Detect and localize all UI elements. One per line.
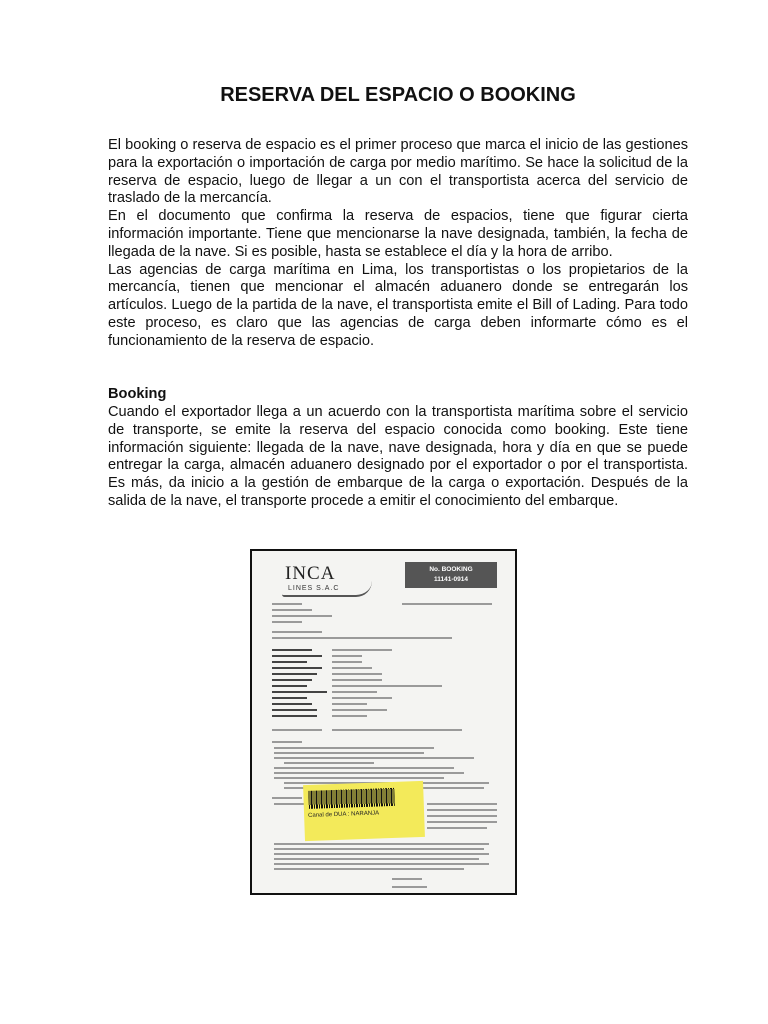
paragraph: En el documento que confirma la reserva de espacios, tiene que figurar cierta información importante. Tiene que mencionarse la nave designada, también, la fecha de llegada de la nave. Si es posible, hasta se establece el día y la hora de arribo. (108, 208, 688, 260)
section-text (108, 404, 688, 511)
illegible-text-line (427, 821, 497, 823)
paragraph: Las agencias de carga marítima en Lima, los transportistas o los propietarios de la mercancía, tienen que mencionar el almacén aduanero donde se entregarán los artículos. Luego de la partida de la nave, el transportista emite el Bill of Lading. Para todo este proceso, es claro que las agencias de carga deben informarte cómo es el funcionamiento de la reserva de espacio. (108, 261, 688, 349)
illegible-text-line (272, 679, 312, 681)
section-heading: Booking (108, 386, 167, 402)
illegible-text-line (332, 667, 372, 669)
paragraph: Cuando el exportador llega a un acuerdo con la transportista marítima sobre el servicio de transporte, se emite la reserva del espacio conocida como booking. Este tiene información siguiente: llegada de la nave, nave designada, hora y día en que se puede entregar la carga, almacén aduanero designado por el exportador o por el transportista. Es más, da inicio a la gestión de embarque de la carga o exportación. Después de la salida de la nave, el transporte procede a emitir el conocimiento del embarque. (108, 404, 688, 509)
booking-number: 11141-0914 (434, 576, 468, 583)
illegible-text-line (427, 815, 497, 817)
illegible-text-line (272, 603, 302, 605)
illegible-text-line (274, 777, 444, 779)
illegible-text-line (274, 803, 304, 805)
illegible-text-line (274, 853, 489, 855)
illegible-text-line (274, 767, 454, 769)
illegible-text-line (272, 741, 302, 743)
illegible-text-line (427, 827, 487, 829)
illegible-text-line (332, 655, 362, 657)
illegible-text-line (332, 679, 382, 681)
illegible-text-line (272, 621, 302, 623)
illegible-text-line (332, 715, 367, 717)
illegible-text-line (274, 772, 464, 774)
illegible-text-line (402, 603, 492, 605)
illegible-text-line (272, 667, 322, 669)
illegible-text-line (332, 703, 367, 705)
booking-document-image (250, 549, 517, 895)
illegible-text-line (272, 685, 307, 687)
illegible-text-line (274, 863, 489, 865)
illegible-text-line (332, 709, 387, 711)
illegible-text-line (272, 661, 307, 663)
illegible-text-line (272, 715, 317, 717)
booking-label: No. BOOKING (429, 566, 473, 573)
illegible-text-line (272, 797, 302, 799)
paragraph: El booking o reserva de espacio es el primer proceso que marca el inicio de las gestiones para la exportación o importación de carga por medio marítimo. Se hace la solicitud de la reserva de espacio, luego de llegar a un con el transportista acerca del servicio de traslado de la mercancía. (108, 137, 688, 207)
illegible-text-line (274, 843, 489, 845)
illegible-text-line (272, 609, 312, 611)
illegible-text-line (272, 615, 332, 617)
barcode (308, 788, 395, 809)
illegible-text-line (272, 703, 312, 705)
illegible-text-line (332, 661, 362, 663)
illegible-text-line (272, 697, 307, 699)
sticker-text: Canal de DUA : NARANJA (308, 810, 380, 819)
intro-text (108, 137, 688, 351)
barcode-sticker (303, 781, 425, 841)
illegible-text-line (392, 886, 427, 888)
illegible-text-line (332, 673, 382, 675)
illegible-text-line (274, 858, 479, 860)
illegible-text-line (392, 878, 422, 880)
company-logo: INCA (285, 563, 336, 584)
illegible-text-line (272, 709, 317, 711)
illegible-text-line (332, 649, 392, 651)
illegible-text-line (332, 685, 442, 687)
page-title: RESERVA DEL ESPACIO O BOOKING (220, 84, 576, 106)
illegible-text-line (272, 631, 322, 633)
illegible-text-line (427, 803, 497, 805)
booking-number-box (405, 562, 497, 588)
illegible-text-line (332, 729, 462, 731)
illegible-text-line (332, 697, 392, 699)
illegible-text-line (332, 691, 377, 693)
illegible-text-line (284, 762, 374, 764)
company-logo-subtext: LINES S.A.C (288, 585, 340, 592)
illegible-text-line (272, 649, 312, 651)
illegible-text-line (427, 809, 497, 811)
illegible-text-line (274, 747, 434, 749)
illegible-text-line (272, 691, 327, 693)
illegible-text-line (272, 655, 322, 657)
illegible-text-line (272, 637, 452, 639)
illegible-text-line (274, 848, 484, 850)
illegible-text-line (274, 868, 464, 870)
illegible-text-line (274, 752, 424, 754)
illegible-text-line (272, 673, 317, 675)
illegible-text-line (274, 757, 474, 759)
illegible-text-line (272, 729, 322, 731)
